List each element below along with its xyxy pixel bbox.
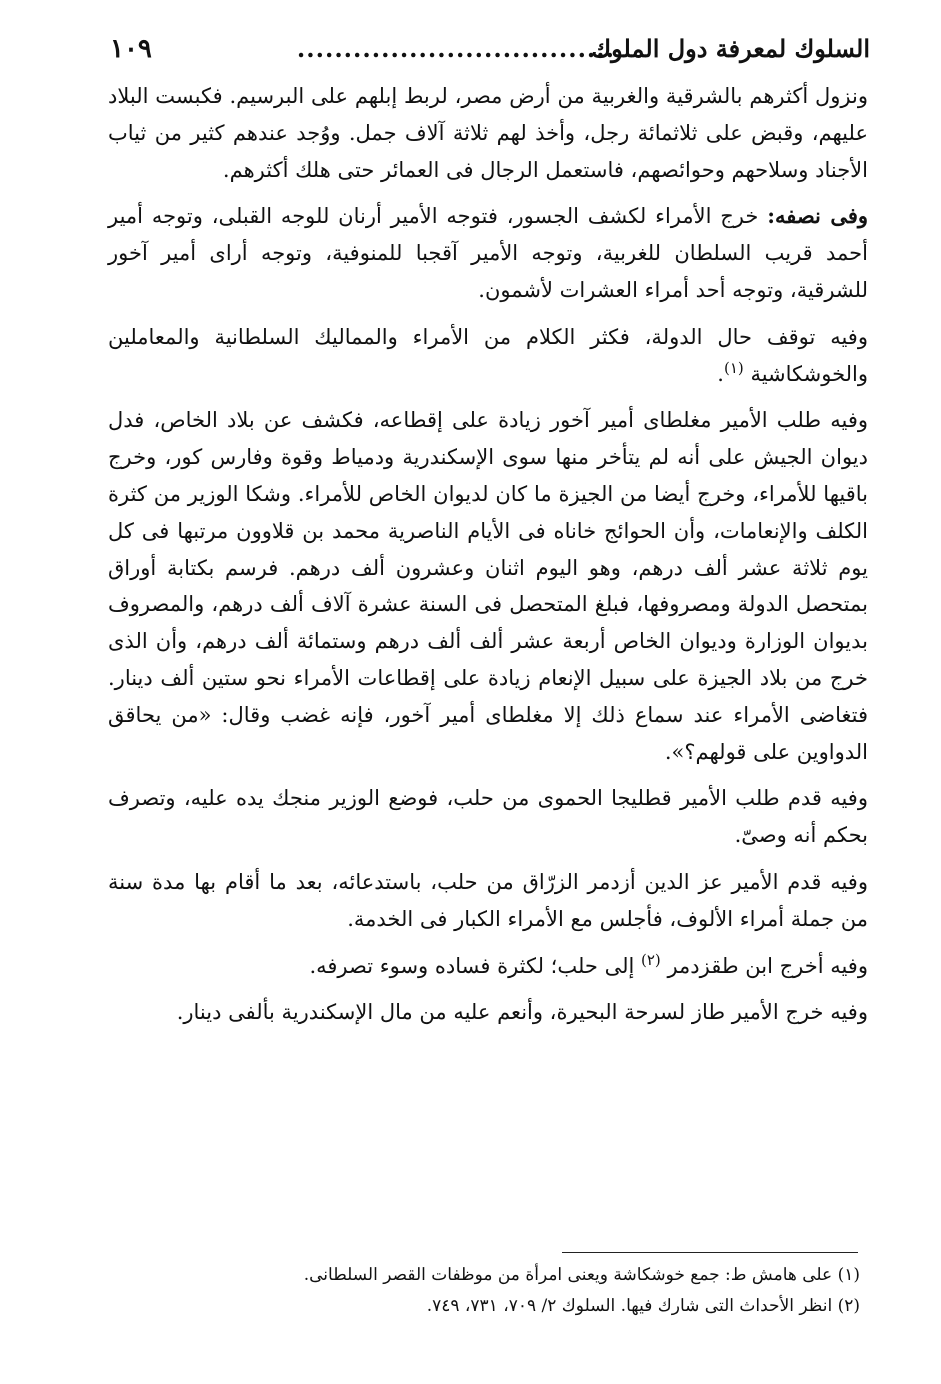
paragraph-text: وفيه توقف حال الدولة، فكثر الكلام من الأمراء والمماليك السلطانية والمعاملين والخوشكاشية bbox=[108, 324, 868, 386]
paragraph-text: وفيه أخرج ابن طقزدمر bbox=[667, 953, 868, 978]
paragraph-8 bbox=[108, 994, 868, 1031]
footnotes bbox=[200, 1260, 860, 1322]
paragraph-text: وفيه قدم الأمير عز الدين أزدمر الزرّاق من حلب، باستدعائه، بعد ما أقام بها مدة سنة من جملة أمراء الألوف، فأجلس مع الأمراء الكبار فى الخدمة. bbox=[108, 869, 868, 931]
paragraph-2 bbox=[108, 198, 868, 308]
header-leader-dots: .................................. bbox=[296, 34, 615, 63]
footnote-reference: (١) bbox=[723, 358, 744, 377]
paragraph-text: وفيه طلب الأمير مغلطاى أمير آخور زيادة على إقطاعه، فكشف عن بلاد الخاص، فدل ديوان الجيش على أنه لم يتأخر منها سوى الإسكندرية ودمياط وقوة وفارس كور، وخرج باقيها للأمراء، وخرج أيضا من الجيزة ما كان لديوان الخاص للأمراء. وشكا الوزير من كثرة الكلف والإنعامات، وأن الحوائج خاناه فى الأيام الناصرية محمد بن قلاوون مرتبها فى كل يوم ثلاثة عشر ألف درهم، وهو اليوم اثنان وعشرون ألف درهم. فرسم بكتابة أوراق بمتحصل الدولة ومصروفها، فبلغ المتحصل فى السنة عشرة آلاف ألف درهم، والمصروف بديوان الوزارة وديوان الخاص أربعة عشر ألف ألف درهم وستمائة ألف درهم، وأن الذى خرج من بلاد الجيزة على سبيل الإنعام زيادة على إقطاعات الأمراء نحو ستين ألف دينار. فتغاضى الأمراء عند سماع ذلك إلا مغلطاى أمير آخور، فإنه غضب وقال: «من يحاقق الدواوين على قولهم؟». bbox=[108, 408, 868, 764]
paragraph-text: خرج الأمراء لكشف الجسور، فتوجه الأمير أرنان للوجه القبلى، وتوجه أمير أحمد قريب السلطان للغربية، وتوجه الأمير آقجبا للمنوفية، وتوجه أراى أمير آخور للشرقية، وتوجه أحد أمراء العشرات لأشمون. bbox=[108, 204, 868, 302]
running-header bbox=[110, 34, 870, 74]
paragraph-text: وفيه قدم طلب الأمير قطليجا الحموى من حلب، فوضع الوزير منجك يده عليه، وتصرف بحكم أنه وصىّ. bbox=[108, 786, 868, 848]
paragraph-3 bbox=[108, 319, 868, 393]
paragraph-text-end: إلى حلب؛ لكثرة فساده وسوء تصرفه. bbox=[309, 953, 641, 978]
header-title: السلوك لمعرفة دول الملوك bbox=[591, 34, 870, 63]
paragraph-text: وفيه خرج الأمير طاز لسرحة البحيرة، وأنعم عليه من مال الإسكندرية بألفى دينار. bbox=[176, 1000, 868, 1025]
paragraph-6 bbox=[108, 864, 868, 938]
paragraph-text-end: . bbox=[717, 361, 724, 386]
paragraph-7 bbox=[108, 948, 868, 985]
paragraph-1 bbox=[108, 78, 868, 188]
page-number: ١٠٩ bbox=[110, 34, 152, 64]
main-text bbox=[108, 78, 868, 1031]
paragraph-5 bbox=[108, 780, 868, 854]
footnote-2: (٢) انظر الأحداث التى شارك فيها. السلوك ٢/ ٧٠٩، ٧٣١، ٧٤٩. bbox=[426, 1296, 860, 1316]
footnote-1: (١) على هامش ط: جمع خوشكاشة ويعنى امرأة من موظفات القصر السلطانى. bbox=[303, 1265, 860, 1285]
paragraph-text: ونزول أكثرهم بالشرقية والغربية من أرض مصر، لربط إبلهم على البرسيم. فكبست البلاد عليهم، وقبض على ثلاثمائة رجل، وأخذ لهم ثلاثة آلاف جمل. ووُجد عندهم كثير من ثياب الأجناد وسلاحهم وحوائصهم، فاستعمل الرجال فى العمائر حتى هلك أكثرهم. bbox=[108, 84, 868, 182]
paragraph-lead: وفى نصفه: bbox=[767, 203, 869, 229]
footnote-reference: (٢) bbox=[640, 950, 661, 969]
paragraph-4 bbox=[108, 402, 868, 770]
footnote-separator bbox=[562, 1252, 858, 1253]
